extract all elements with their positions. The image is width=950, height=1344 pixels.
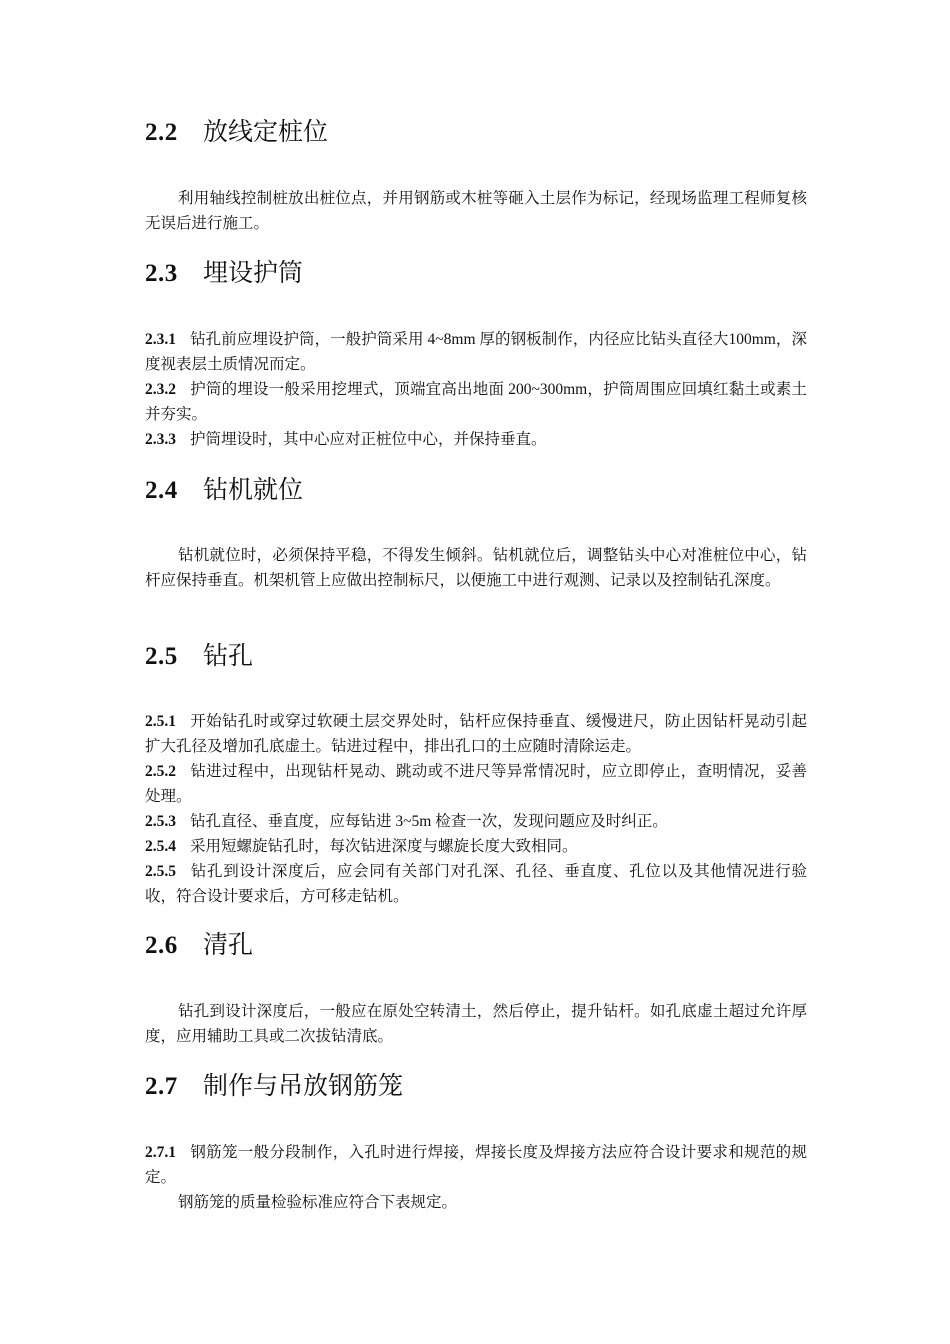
section-number: 2.7 [145, 1073, 178, 1100]
item-text: 钢筋笼一般分段制作，入孔时进行焊接，焊接长度及焊接方法应符合设计要求和规范的规定。 [145, 1144, 807, 1186]
section-title: 钻机就位 [203, 477, 304, 504]
section-number: 2.4 [145, 477, 178, 504]
item-text: 钻孔前应埋设护筒，一般护筒采用 4~8mm 厚的钢板制作，内径应比钻头直径大100mm，深度视表层土质情况而定。 [145, 331, 807, 373]
section-heading-2-6 [145, 931, 807, 961]
item-text: 开始钻孔时或穿过软硬土层交界处时，钻杆应保持垂直、缓慢进尺，防止因钻杆晃动引起扩大孔径及增加孔底虚土。钻进过程中，排出孔口的土应随时清除运走。 [145, 713, 807, 755]
section-heading-2-3 [145, 259, 807, 289]
list-item [145, 759, 807, 809]
paragraph: 利用轴线控制桩放出桩位点，并用钢筋或木桩等砸入土层作为标记，经现场监理工程师复核无误后进行施工。 [145, 190, 807, 232]
item-number: 2.5.3 [145, 813, 176, 830]
item-number: 2.7.1 [145, 1144, 176, 1161]
section-title: 制作与吊放钢筋笼 [203, 1073, 404, 1100]
section-number: 2.6 [145, 932, 178, 959]
paragraph: 钻机就位时，必须保持平稳，不得发生倾斜。钻机就位后，调整钻头中心对准桩位中心，钻杆应保持垂直。机架机管上应做出控制标尺，以便施工中进行观测、记录以及控制钻孔深度。 [145, 547, 807, 589]
list-item [145, 1140, 807, 1190]
list-item [145, 427, 807, 452]
item-number: 2.3.2 [145, 381, 176, 398]
item-number: 2.3.3 [145, 431, 176, 448]
section-heading-2-2 [145, 118, 807, 148]
item-number: 2.5.2 [145, 763, 176, 780]
section-title: 放线定桩位 [203, 119, 329, 146]
section-title: 清孔 [203, 932, 254, 959]
item-text: 钻进过程中，出现钻杆晃动、跳动或不进尺等异常情况时，应立即停止，查明情况，妥善处理。 [145, 763, 807, 805]
item-text: 钻孔直径、垂直度，应每钻进 3~5m 检查一次，发现问题应及时纠正。 [190, 813, 668, 830]
section-heading-2-7 [145, 1072, 807, 1102]
list-item [145, 859, 807, 909]
item-number: 2.5.4 [145, 838, 176, 855]
item-text: 护筒埋设时，其中心应对正桩位中心，并保持垂直。 [190, 431, 547, 448]
section-number: 2.3 [145, 260, 178, 287]
list-item [145, 709, 807, 759]
item-text: 护筒的埋设一般采用挖埋式，顶端宜高出地面 200~300mm，护筒周围应回填红黏土或素土并夯实。 [145, 381, 807, 423]
section-number: 2.5 [145, 643, 178, 670]
list-item [145, 327, 807, 377]
item-number: 2.5.5 [145, 863, 176, 880]
section-title: 埋设护筒 [203, 260, 304, 287]
item-number: 2.3.1 [145, 331, 176, 348]
list-item [145, 809, 807, 834]
item-text: 钻孔到设计深度后，应会同有关部门对孔深、孔径、垂直度、孔位以及其他情况进行验收，符合设计要求后，方可移走钻机。 [145, 863, 807, 905]
section-heading-2-4 [145, 476, 807, 506]
list-item [145, 377, 807, 427]
list-item [145, 834, 807, 859]
section-number: 2.2 [145, 119, 178, 146]
item-number: 2.5.1 [145, 713, 176, 730]
section-heading-2-5 [145, 642, 807, 672]
paragraph: 钢筋笼的质量检验标准应符合下表规定。 [178, 1194, 458, 1211]
item-text: 采用短螺旋钻孔时，每次钻进深度与螺旋长度大致相同。 [190, 838, 578, 855]
paragraph: 钻孔到设计深度后，一般应在原处空转清土，然后停止，提升钻杆。如孔底虚土超过允许厚度，应用辅助工具或二次拔钻清底。 [145, 1003, 807, 1045]
section-title: 钻孔 [203, 643, 254, 670]
